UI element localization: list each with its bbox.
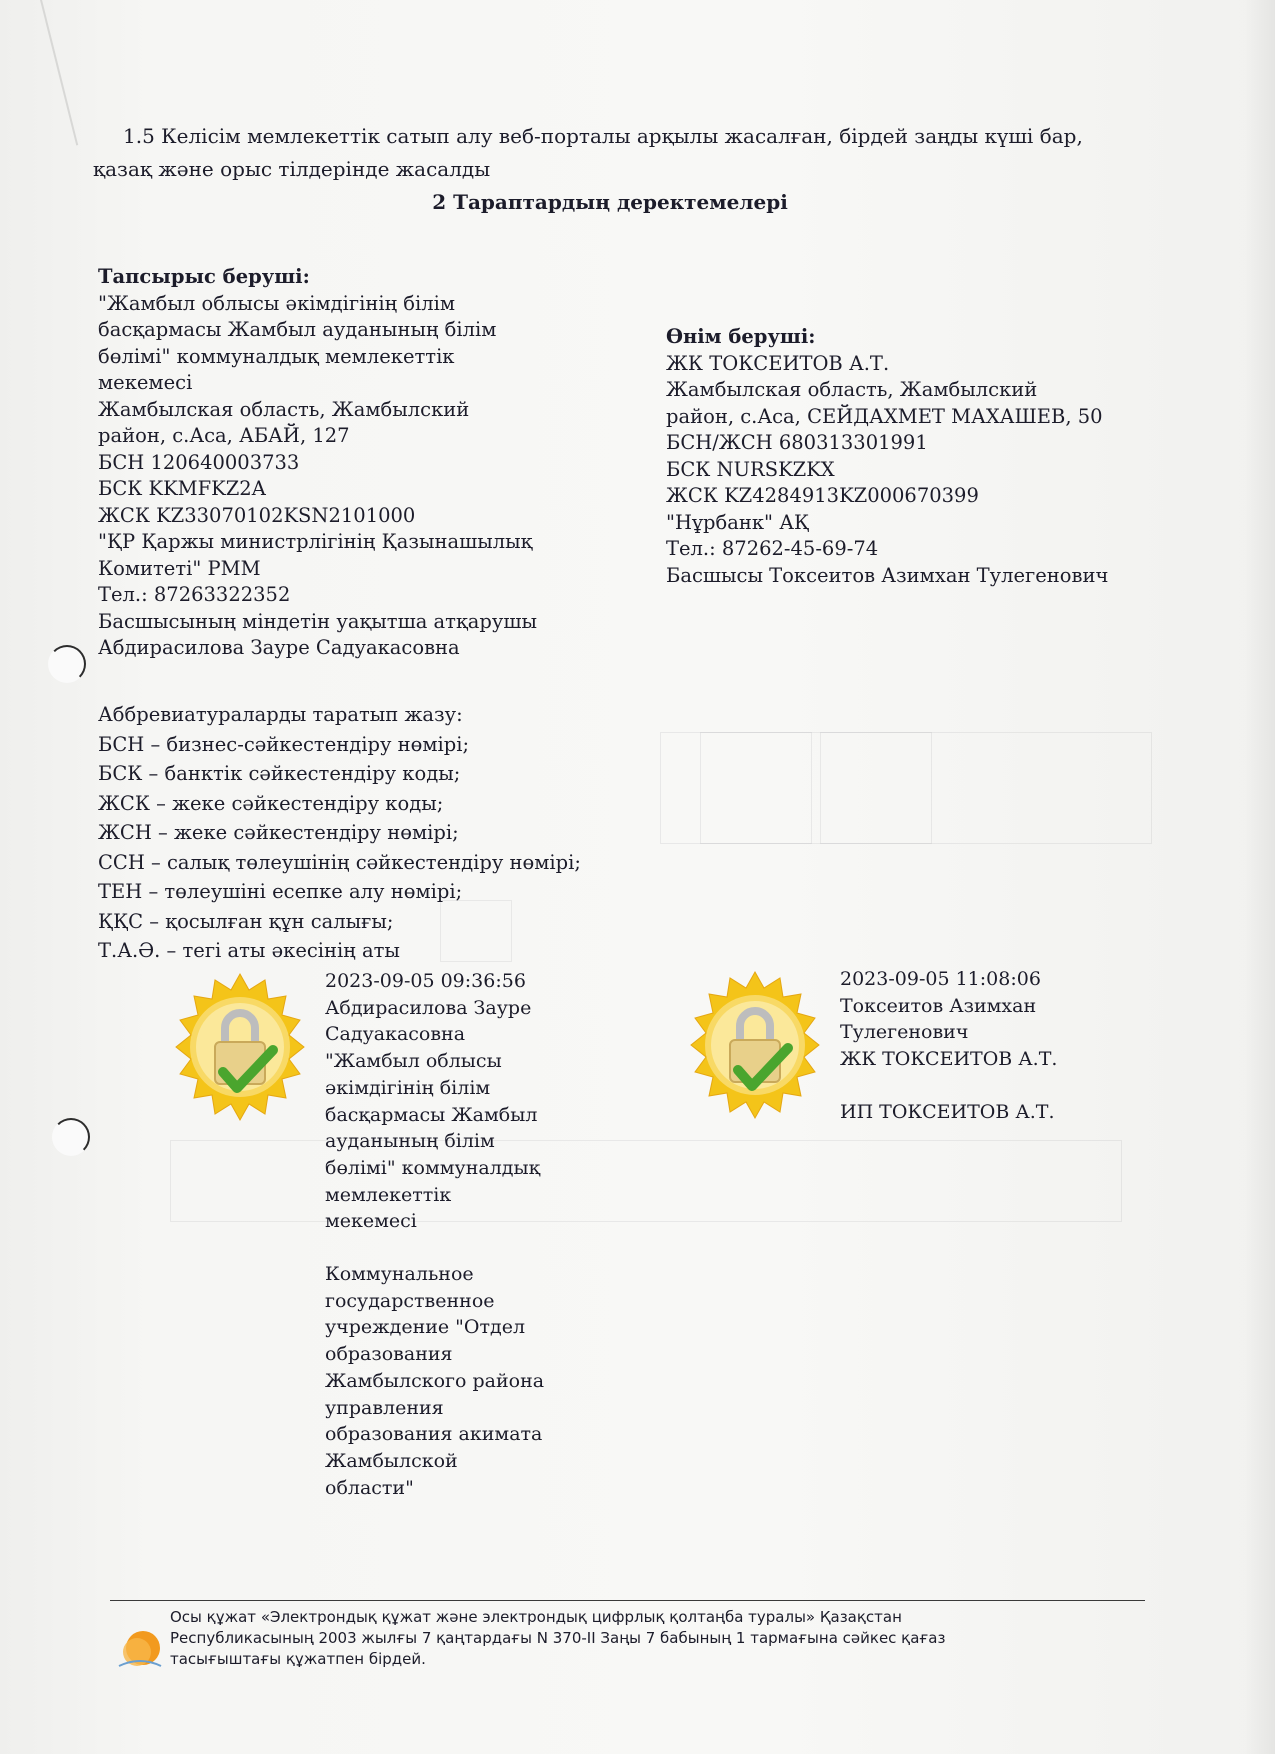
signature-line: Абдирасилова Зауре	[325, 996, 532, 1019]
abbreviation-item: ССН – салық төлеушінің сәйкестендіру нөмірі;	[98, 850, 581, 874]
bleed-through-table	[170, 1140, 1122, 1222]
signature-line-ru: государственное	[325, 1289, 495, 1312]
bleed-through-cell	[700, 732, 812, 844]
digital-signature-seal-icon	[165, 972, 315, 1122]
signature-line-ru: области"	[325, 1476, 414, 1499]
signature-line-ru: ИП ТОКСЕИТОВ А.Т.	[840, 1100, 1055, 1123]
abbreviation-item: ЖСН – жеке сәйкестендіру нөмірі;	[98, 821, 459, 844]
signature-line: әкімдігінің білім	[325, 1076, 491, 1099]
intro-line: қазақ және орыс тілдерінде жасалды	[93, 157, 491, 181]
egov-logo-icon	[115, 1628, 165, 1674]
bleed-through-cell	[820, 732, 932, 844]
abbreviation-item: ҚҚС – қосылған құн салығы;	[98, 909, 394, 933]
punch-hole	[48, 645, 86, 683]
customer-line: БСК KKMFKZ2A	[98, 477, 266, 500]
signature-line-ru: Коммунальное	[325, 1263, 474, 1286]
signature-stamp-supplier	[840, 966, 1057, 1126]
signature-line: ауданының білім	[325, 1130, 495, 1153]
page-edge-shadow	[1245, 0, 1275, 1754]
customer-line: Басшысының міндетін уақытша атқарушы	[98, 609, 537, 633]
supplier-line: БСН/ЖСН 680313301991	[666, 431, 928, 454]
signature-line-ru: Жамбылского района	[325, 1369, 545, 1392]
page-fold	[40, 0, 78, 146]
supplier-line: БСК NURSKZKX	[666, 457, 835, 481]
customer-line: БСН 120640003733	[98, 450, 300, 474]
signature-line: мемлекеттік	[325, 1183, 452, 1206]
customer-line: бөлімі" коммуналдық мемлекеттік	[98, 344, 455, 368]
supplier-line: ЖК ТОКСЕИТОВ А.Т.	[666, 351, 890, 375]
signature-line: басқармасы Жамбыл	[325, 1103, 538, 1126]
signature-line: мекемесі	[325, 1210, 417, 1233]
signature-line: ЖК ТОКСЕИТОВ А.Т.	[840, 1048, 1058, 1071]
digital-signature-seal-icon	[680, 970, 830, 1120]
supplier-line: "Нұрбанк" АҚ	[666, 510, 810, 534]
footer-line: Осы құжат «Электрондық құжат және электрондық цифрлық қолтаңба туралы» Қазақстан	[170, 1608, 902, 1626]
signature-line-ru: образования акимата	[325, 1423, 543, 1446]
abbreviation-item: БСН – бизнес-сәйкестендіру нөмірі;	[98, 732, 470, 756]
signature-line: Токсеитов Азимхан	[840, 994, 1037, 1017]
signature-line-ru: учреждение "Отдел	[325, 1316, 526, 1339]
abbreviation-item: Т.А.Ә. – тегі аты әкесінің аты	[98, 939, 400, 962]
supplier-line: Жамбылская область, Жамбылский	[666, 378, 1038, 401]
customer-requisites	[98, 264, 537, 662]
customer-line: "Жамбыл облысы әкімдігінің білім	[98, 291, 456, 315]
supplier-line: Басшысы Токсеитов Азимхан Тулегенович	[666, 563, 1109, 587]
signature-line: Тулегенович	[840, 1021, 969, 1044]
footer-divider	[110, 1600, 1145, 1601]
abbreviation-item: ТЕН – төлеушіні есепке алу нөмірі;	[98, 880, 463, 903]
customer-line: Комитеті" РММ	[98, 556, 261, 580]
signature-line: Садуакасовна	[325, 1023, 466, 1046]
supplier-line: Тел.: 87262-45-69-74	[666, 537, 879, 560]
customer-line: Тел.: 87263322352	[98, 583, 291, 606]
signature-line: 2023-09-05 09:36:56	[325, 970, 526, 992]
section-heading: 2 Тараптардың деректемелері	[432, 190, 788, 214]
customer-line: мекемесі	[98, 371, 193, 394]
signature-line-ru: управления	[325, 1396, 444, 1419]
customer-line: Жамбылская область, Жамбылский	[98, 397, 470, 421]
footer-line: Республикасының 2003 жылғы 7 қаңтардағы N 370-II Заңы 7 бабының 1 тармағына сәйкес қағаз	[170, 1629, 946, 1647]
signature-stamp-customer	[325, 968, 544, 1501]
clause-1-5	[93, 120, 1133, 186]
legal-footer	[170, 1607, 945, 1670]
signature-line: бөлімі" коммуналдық	[325, 1156, 541, 1179]
abbreviation-item: БСК – банктік сәйкестендіру коды;	[98, 762, 461, 785]
customer-line: басқармасы Жамбыл ауданының білім	[98, 318, 497, 341]
abbreviations-list	[98, 700, 581, 966]
abbreviation-item: ЖСК – жеке сәйкестендіру коды;	[98, 791, 444, 815]
signature-line: 2023-09-05 11:08:06	[840, 968, 1041, 990]
signature-line: "Жамбыл облысы	[325, 1050, 502, 1073]
customer-line: Абдирасилова Зауре Садуакасовна	[98, 636, 460, 659]
supplier-line: ЖСК KZ4284913KZ000670399	[666, 484, 979, 507]
signature-line-ru: образования	[325, 1343, 453, 1366]
supplier-requisites	[666, 324, 1108, 589]
customer-line: ЖСК KZ33070102KSN2101000	[98, 503, 416, 527]
abbreviations-title: Аббревиатураларды таратып жазу:	[98, 703, 463, 726]
customer-label: Тапсырыс беруші:	[98, 265, 310, 288]
customer-line: "ҚР Қаржы министрлігінің Қазынашылық	[98, 530, 533, 553]
footer-line: тасығыштағы құжатпен бірдей.	[170, 1650, 426, 1668]
supplier-line: район, с.Аса, СЕЙДАХМЕТ МАХАШЕВ, 50	[666, 404, 1103, 428]
intro-line: 1.5 Келісім мемлекеттік сатып алу веб-порталы арқылы жасалған, бірдей заңды күші бар,	[123, 124, 1083, 148]
signature-line-ru: Жамбылской	[325, 1449, 458, 1472]
supplier-label: Өнім беруші:	[666, 325, 816, 348]
customer-line: район, с.Аса, АБАЙ, 127	[98, 424, 350, 447]
punch-hole	[52, 1118, 90, 1156]
